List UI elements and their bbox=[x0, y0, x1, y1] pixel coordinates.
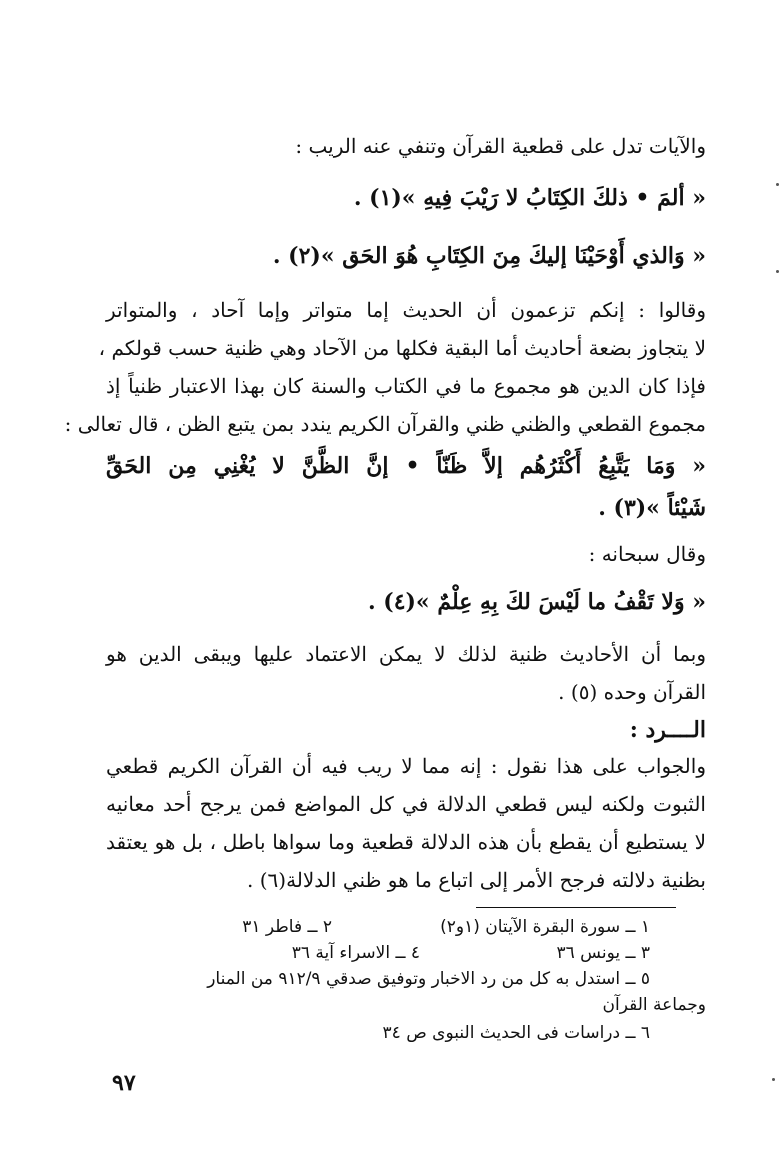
paragraph-1-line-3: فإذا كان الدين هو مجموع ما في الكتاب والسنة كان بهذا الاعتبار ظنياً إذ bbox=[106, 374, 706, 398]
verse-2: « وَالذي أَوْحَيْنَا إليكَ مِنَ الكِتَابِ هُوَ الحَق »(٢) . bbox=[272, 243, 706, 269]
footnote-2: ٢ ــ فاطر ٣١ bbox=[242, 917, 332, 937]
section-heading: الــــرد : bbox=[629, 717, 706, 743]
paragraph-2-line-2: القرآن وحده (٥) . bbox=[558, 680, 706, 704]
paragraph-1-line-4: مجموع القطعي والظني ظني والقرآن الكريم يندد بمن يتبع الظن ، قال تعالى : bbox=[64, 412, 706, 436]
intro-line: والآيات تدل على قطعية القرآن وتنفي عنه الريب : bbox=[295, 134, 706, 158]
footnote-3: ٣ ــ يونس ٣٦ bbox=[556, 943, 650, 963]
footnote-4: ٤ ــ الاسراء آية ٣٦ bbox=[291, 943, 420, 963]
verse-3-line-1: « وَمَا يَتَّبِعُ أَكْثَرُهُم إلاَّ ظَنّاً • إنَّ الظَّنَّ لا يُغْنِي مِن الحَقِّ bbox=[106, 453, 706, 479]
footnote-5-continued: وجماعة القرآن bbox=[602, 995, 706, 1015]
verse-1: « ألمَ • ذلكَ الكِتَابُ لا رَيْبَ فِيهِ »(١) . bbox=[353, 185, 706, 211]
paragraph-3-line-2: الثبوت ولكنه ليس قطعي الدلالة في كل المواضع فمن يرجح أحد معانيه bbox=[106, 792, 706, 816]
paragraph-3-line-1: والجواب على هذا نقول : إنه مما لا ريب فيه أن القرآن الكريم قطعي bbox=[106, 754, 706, 778]
page-number: ٩٧ bbox=[112, 1070, 136, 1096]
verse-4: « وَلا تَقْفُ ما لَيْسَ لكَ بِهِ عِلْمٌ »(٤) . bbox=[367, 589, 706, 615]
paragraph-3-line-4: بظنية دلالته فرجح الأمر إلى اتباع ما هو ظني الدلالة(٦) . bbox=[247, 868, 706, 892]
footnote-5: ٥ ــ استدل به كل من رد الاخبار وتوفيق صدقي ٩١٢/٩ من المنار bbox=[207, 969, 650, 989]
paragraph-1-line-1: وقالوا : إنكم تزعمون أن الحديث إما متواتر وإما آحاد ، والمتواتر bbox=[106, 298, 706, 322]
margin-mark bbox=[772, 1078, 775, 1081]
said-line: وقال سبحانه : bbox=[588, 542, 706, 566]
margin-mark bbox=[776, 270, 779, 273]
margin-mark bbox=[776, 183, 779, 186]
footnote-divider bbox=[476, 907, 676, 908]
verse-3-line-2: شَيْئاً »(٣) . bbox=[598, 495, 706, 521]
footnote-1: ١ ــ سورة البقرة الآيتان (١و٢) bbox=[440, 917, 650, 937]
paragraph-3-line-3: لا يستطيع أن يقطع بأن هذه الدلالة قطعية وما سواها باطل ، بل هو يعتقد bbox=[106, 830, 707, 854]
paragraph-1-line-2: لا يتجاوز بضعة أحاديث أما البقية فكلها من الآحاد وهي ظنية حسب قولكم ، bbox=[98, 336, 706, 360]
footnote-6: ٦ ــ دراسات فى الحديث النبوى ص ٣٤ bbox=[382, 1023, 650, 1043]
paragraph-2-line-1: وبما أن الأحاديث ظنية لذلك لا يمكن الاعتماد عليها ويبقى الدين هو bbox=[106, 642, 706, 666]
